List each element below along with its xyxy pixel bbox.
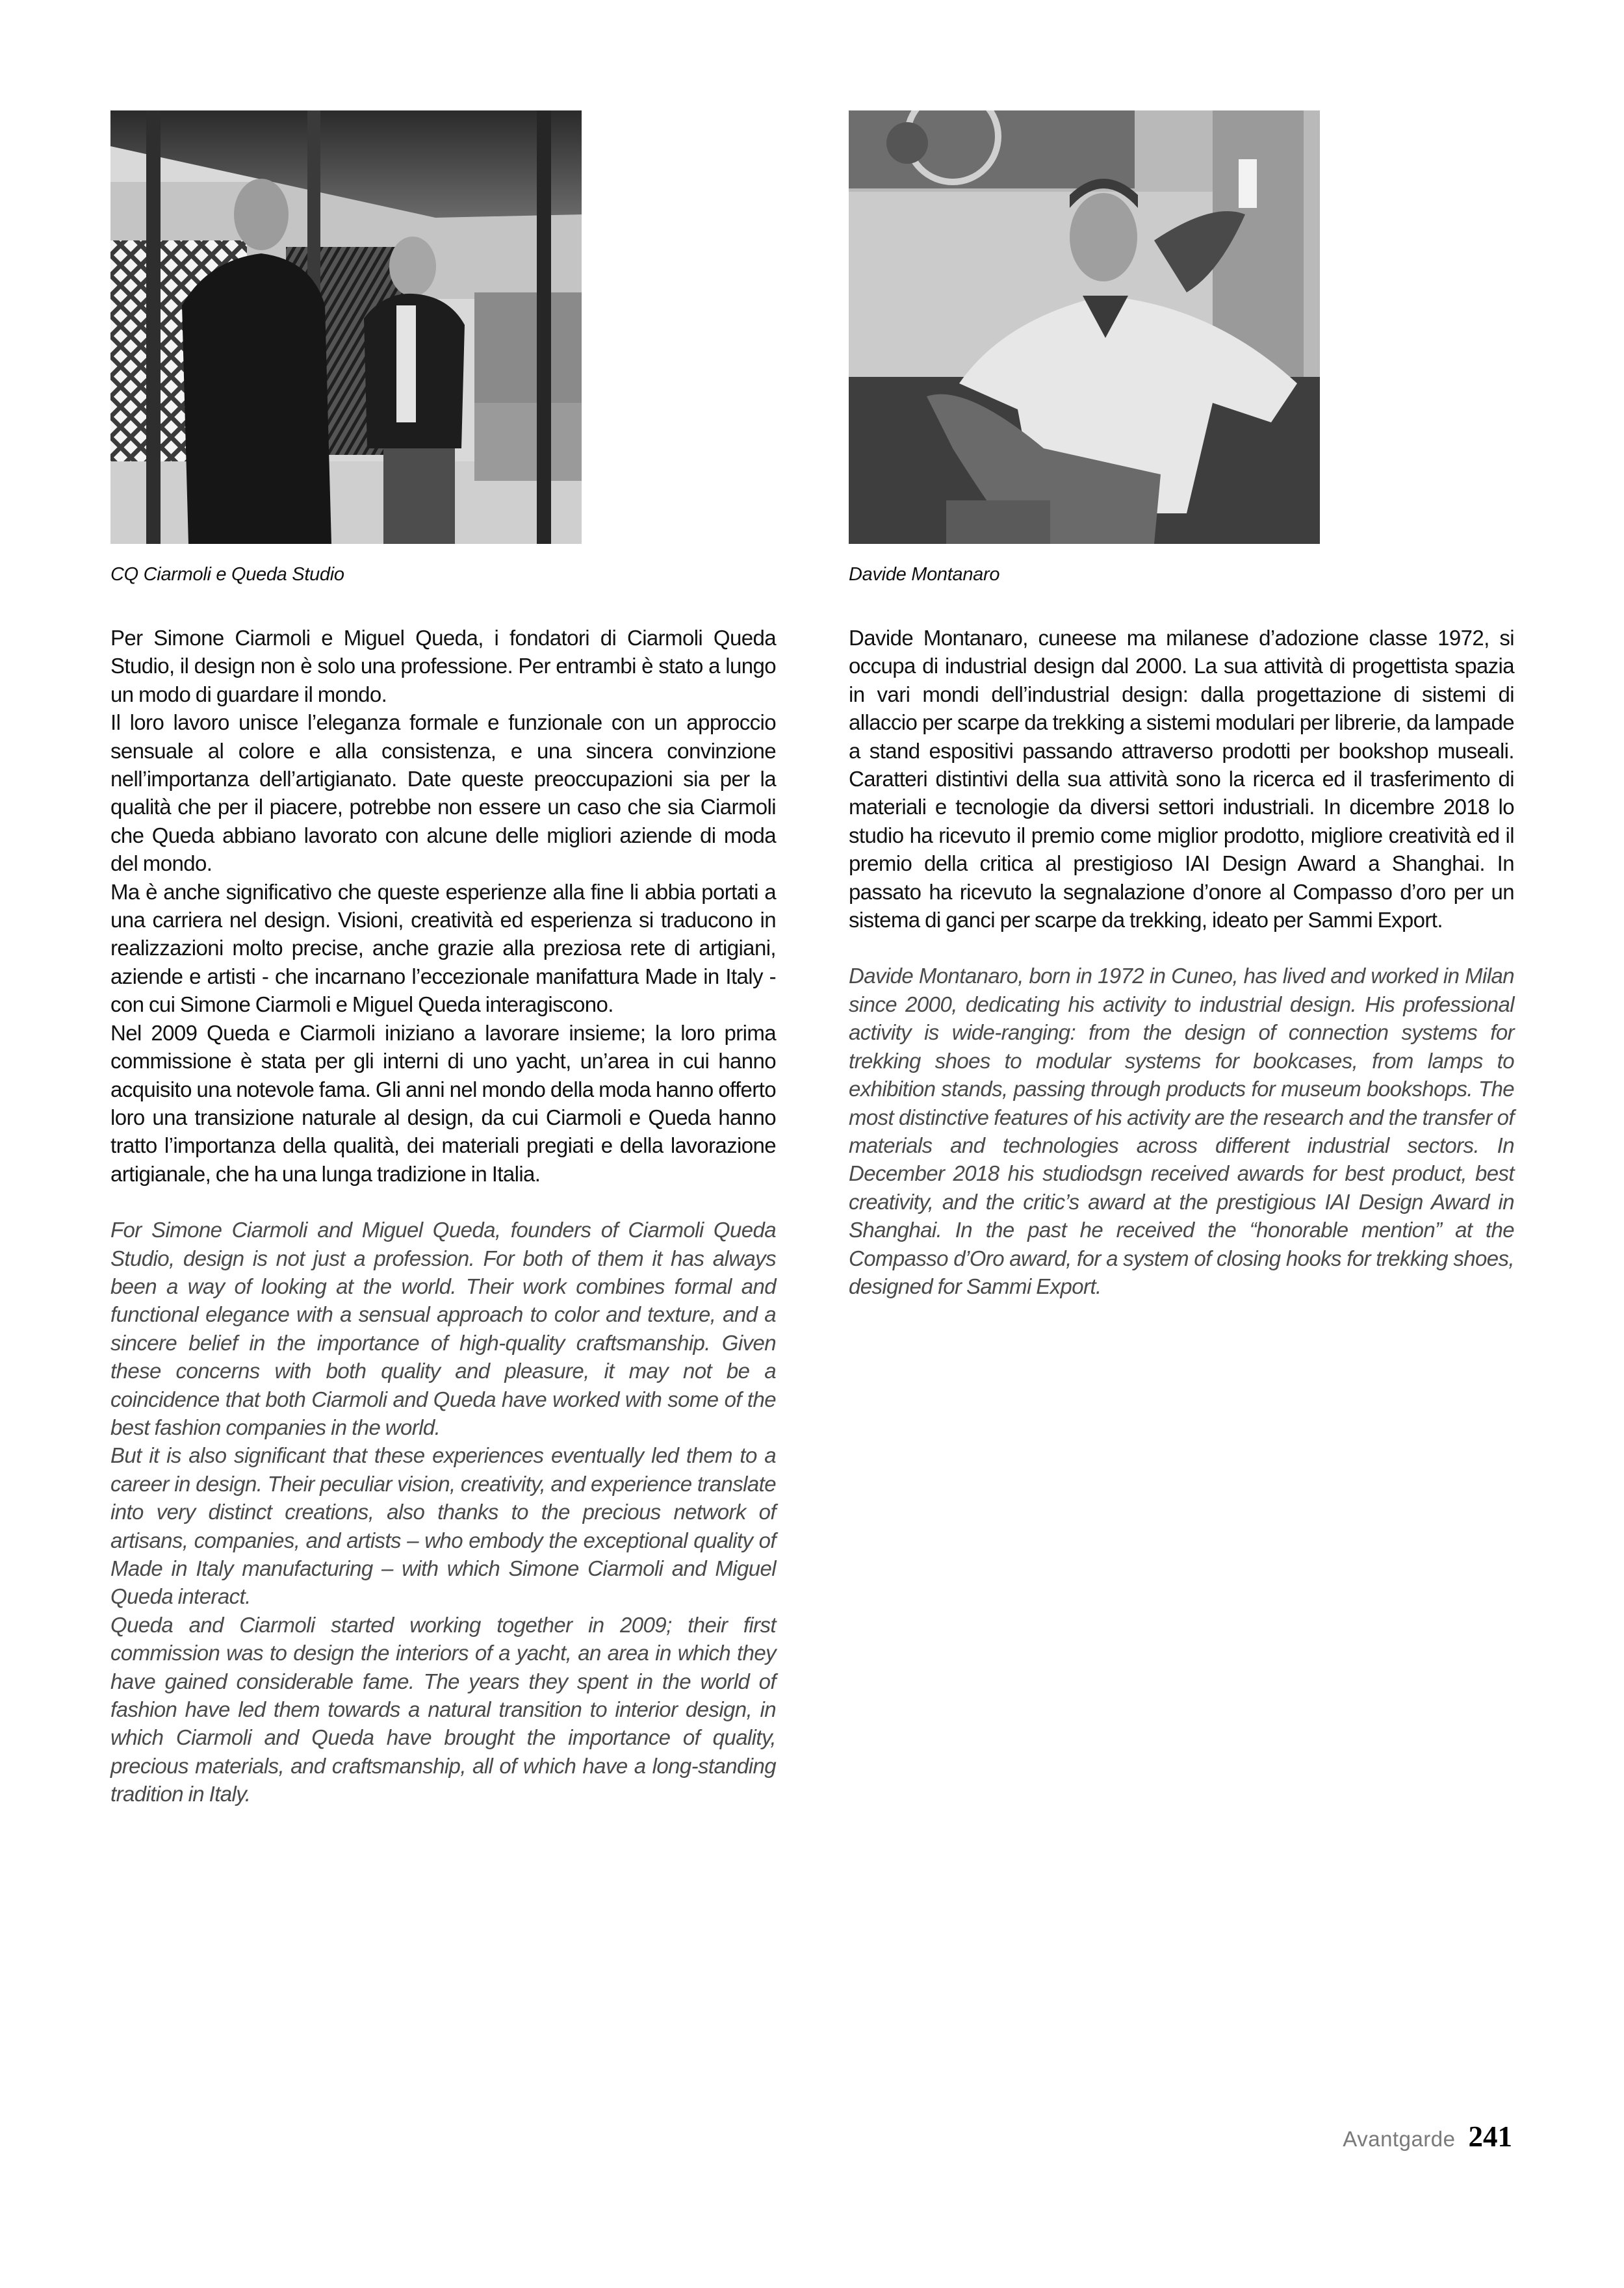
english-paragraph: Queda and Ciarmoli started working together in 2009; their first commission was to design the interiors of a yacht, an area in which they have gained considerable fame. The years they spent in the world of fashion have led them towards a natural transition to interior design, in which Ciarmoli and Queda have brought the importance of quality, precious materials, and craftsmanship, all of which have a long-standing tradition in Italy. (110, 1612, 776, 1806)
english-paragraph: For Simone Ciarmoli and Miguel Queda, founders of Ciarmoli Queda Studio, design is not just a profession. For both of them it has always been a way of looking at the world. Their work combines formal and functional elegance with a sensual approach to color and texture, and a sincere belief in the importance of high-quality craftsmanship. Given these concerns with both quality and pleasure, it may not be a coincidence that both Ciarmoli and Queda have worked with some of the best fashion companies in the world. (110, 1218, 776, 1439)
italian-paragraph: Nel 2009 Queda e Ciarmoli iniziano a lavorare insieme; la loro prima commissione è stata per gli interni di uno yacht, un’area in cui hanno acquisito una notevole fama. Gli anni nel mondo della moda hanno offerto loro una transizione naturale al design, da cui Ciarmoli e Queda hanno tratto l’importanza della qualità, dei materiali pregiati e della lavorazione artigianale, che ha una lunga tradizione in Italia. (110, 1020, 776, 1186)
davide-montanaro-photo (849, 110, 1320, 544)
paragraph-spacer (849, 934, 1514, 962)
page-footer (1343, 2120, 1512, 2153)
page-number: 241 (1468, 2120, 1512, 2153)
davide-montanaro-article (849, 624, 1514, 1300)
ciarmoli-queda-photo (110, 110, 582, 544)
portrait-image-icon (110, 110, 582, 544)
magazine-name: Avantgarde (1343, 2127, 1456, 2151)
italian-paragraph: Ma è anche significativo che queste esperienze alla fine li abbia portati a una carriera nel design. Visioni, creatività ed esperienza si traducono in realizzazioni molto precise, anche grazie alla preziosa rete di artigiani, aziende e artisti - che incarnano l’eccezionale manifattura Made in Italy - con cui Simone Ciarmoli e Miguel Queda interagiscono. (110, 879, 776, 1017)
portrait-image-icon (849, 110, 1320, 544)
english-paragraph: But it is also significant that these experiences eventually led them to a career in design. Their peculiar vision, creativity, and experience translate into very distinct creations, also thanks to the precious network of artisans, companies, and artists – who embody the exceptional quality of Made in Italy manufacturing – with which Simone Ciarmoli and Miguel Queda interact. (110, 1443, 776, 1609)
photo-caption-ciarmoli-queda: CQ Ciarmoli e Queda Studio (110, 564, 344, 585)
italian-paragraph: Davide Montanaro, cuneese ma milanese d’adozione classe 1972, si occupa di industrial design dal 2000. La sua attività di progettista spazia in vari mondi dell’industrial design: dalla progettazione di sistemi di allaccio per scarpe da trekking a sistemi modulari per librerie, da lampade a stand espositivi passando attraverso prodotti per bookshop museali. Caratteri distintivi della sua attività sono la ricerca ed il trasferimento di materiali e tecnologie da diversi settori industriali. In dicembre 2018 lo studio ha ricevuto il premio come miglior prodotto, migliore creatività ed il premio della critica al prestigioso IAI Design Award a Shanghai. In passato ha ricevuto la segnalazione d’onore al Compasso d’oro per un sistema di ganci per scarpe da trekking, ideato per Sammi Export. (849, 626, 1514, 932)
italian-paragraph: Il loro lavoro unisce l’eleganza formale e funzionale con un approccio sensuale al colore e alla consistenza, e una sincera convinzione nell’importanza dell’artigianato. Date queste preoccupazioni sia per la qualità che per il piacere, potrebbe non essere un caso che sia Ciarmoli che Queda abbiano lavorato con alcune delle migliori aziende di moda del mondo. (110, 710, 776, 876)
photo-caption-davide-montanaro: Davide Montanaro (849, 564, 1000, 585)
ciarmoli-queda-article (110, 624, 776, 1808)
paragraph-spacer (110, 1188, 776, 1216)
italian-paragraph: Per Simone Ciarmoli e Miguel Queda, i fondatori di Ciarmoli Queda Studio, il design non è solo una professione. Per entrambi è stato a lungo un modo di guardare il mondo. (110, 626, 776, 706)
english-paragraph: Davide Montanaro, born in 1972 in Cuneo, has lived and worked in Milan since 2000, dedicating his activity to industrial design. His professional activity is wide-ranging: from the design of connection systems for trekking shoes to modular systems for bookcases, from lamps to exhibition stands, passing through products for museum bookshops. The most distinctive features of his activity are the research and the transfer of materials and technologies across different industrial sectors. In December 2018 his studiodsgn received awards for best product, best creativity, and the critic’s award at the prestigious IAI Design Award in Shanghai. In the past he received the “honorable mention” at the Compasso d’Oro award, for a system of closing hooks for trekking shoes, designed for Sammi Export. (849, 964, 1514, 1298)
